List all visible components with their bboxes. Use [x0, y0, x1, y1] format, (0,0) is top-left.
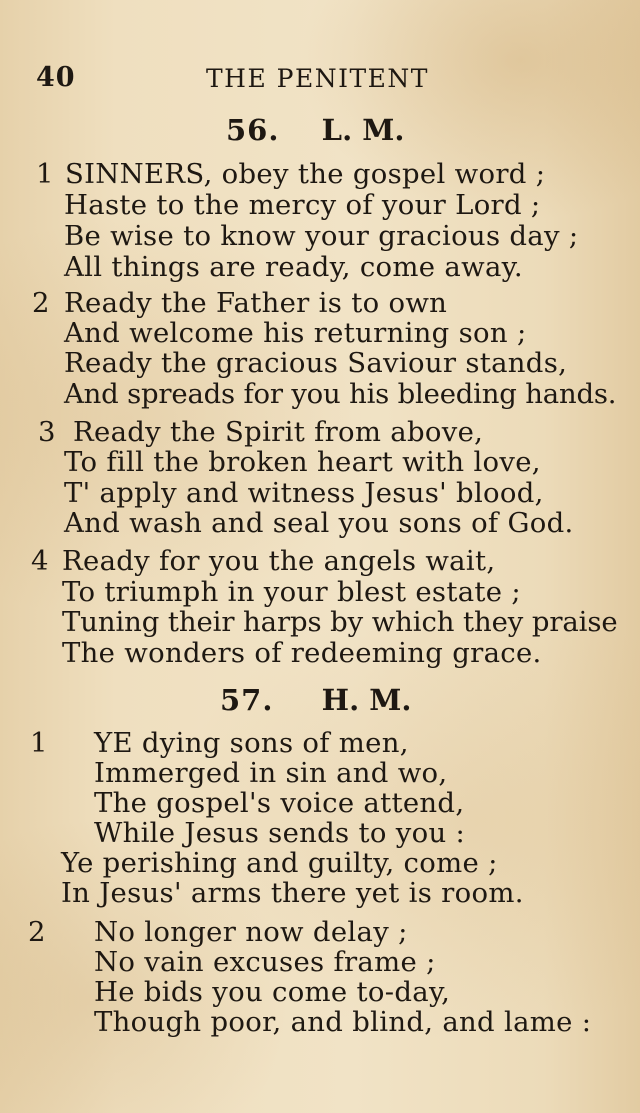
verse-line: And welcome his returning son ; [64, 317, 527, 349]
hymn-meter: L. M. [321, 113, 405, 147]
verse-line: Immerged in sin and wo, [94, 757, 448, 789]
verse-line: No longer now delay ; [94, 916, 408, 948]
verse-line: Ready the Spirit from above, [73, 416, 484, 448]
verse-line: Though poor, and blind, and lame : [94, 1006, 592, 1038]
verse-line: Tuning their harps by which they praise [62, 606, 618, 638]
verse-line: Haste to the mercy of your Lord ; [64, 189, 541, 221]
verse-line: No vain excuses frame ; [94, 946, 436, 978]
verse-number: 3 [38, 416, 56, 448]
page-number: 40 [36, 62, 76, 93]
hymn-number: 57. [220, 683, 274, 717]
verse-line: He bids you come to-day, [94, 976, 451, 1008]
verse-line: The wonders of redeeming grace. [62, 637, 542, 669]
hymn-meter: H. M. [321, 683, 412, 717]
verse-line: YE dying sons of men, [94, 727, 409, 759]
verse-line: In Jesus' arms there yet is room. [61, 877, 524, 909]
verse-line: Be wise to know your gracious day ; [64, 220, 579, 252]
verse-number: 1 [30, 727, 48, 759]
verse-line: Ready the Father is to own [64, 287, 448, 319]
verse-line: SINNERS, obey the gospel word ; [65, 158, 546, 190]
verse-line: Ready for you the angels wait, [62, 545, 496, 577]
verse-line: T' apply and witness Jesus' blood, [64, 477, 544, 509]
verse-line: To fill the broken heart with love, [64, 446, 541, 478]
verse-number: 2 [28, 916, 46, 948]
verse-line: The gospel's voice attend, [94, 787, 465, 819]
verse-line: Ye perishing and guilty, come ; [61, 847, 498, 879]
hymn-heading [226, 113, 404, 147]
verse-line: And spreads for you his bleeding hands. [64, 378, 617, 410]
verse-line: All things are ready, come away. [64, 251, 523, 283]
verse-number: 1 [36, 158, 54, 190]
verse-number: 4 [31, 545, 49, 577]
verse-number: 2 [32, 287, 50, 319]
hymn-number: 56. [226, 113, 280, 147]
verse-line: And wash and seal you sons of God. [64, 507, 574, 539]
running-title: THE PENITENT [206, 64, 429, 93]
verse-line: While Jesus sends to you : [94, 817, 466, 849]
verse-line: Ready the gracious Saviour stands, [64, 347, 568, 379]
hymn-heading [220, 683, 411, 717]
verse-line: To triumph in your blest estate ; [62, 576, 521, 608]
